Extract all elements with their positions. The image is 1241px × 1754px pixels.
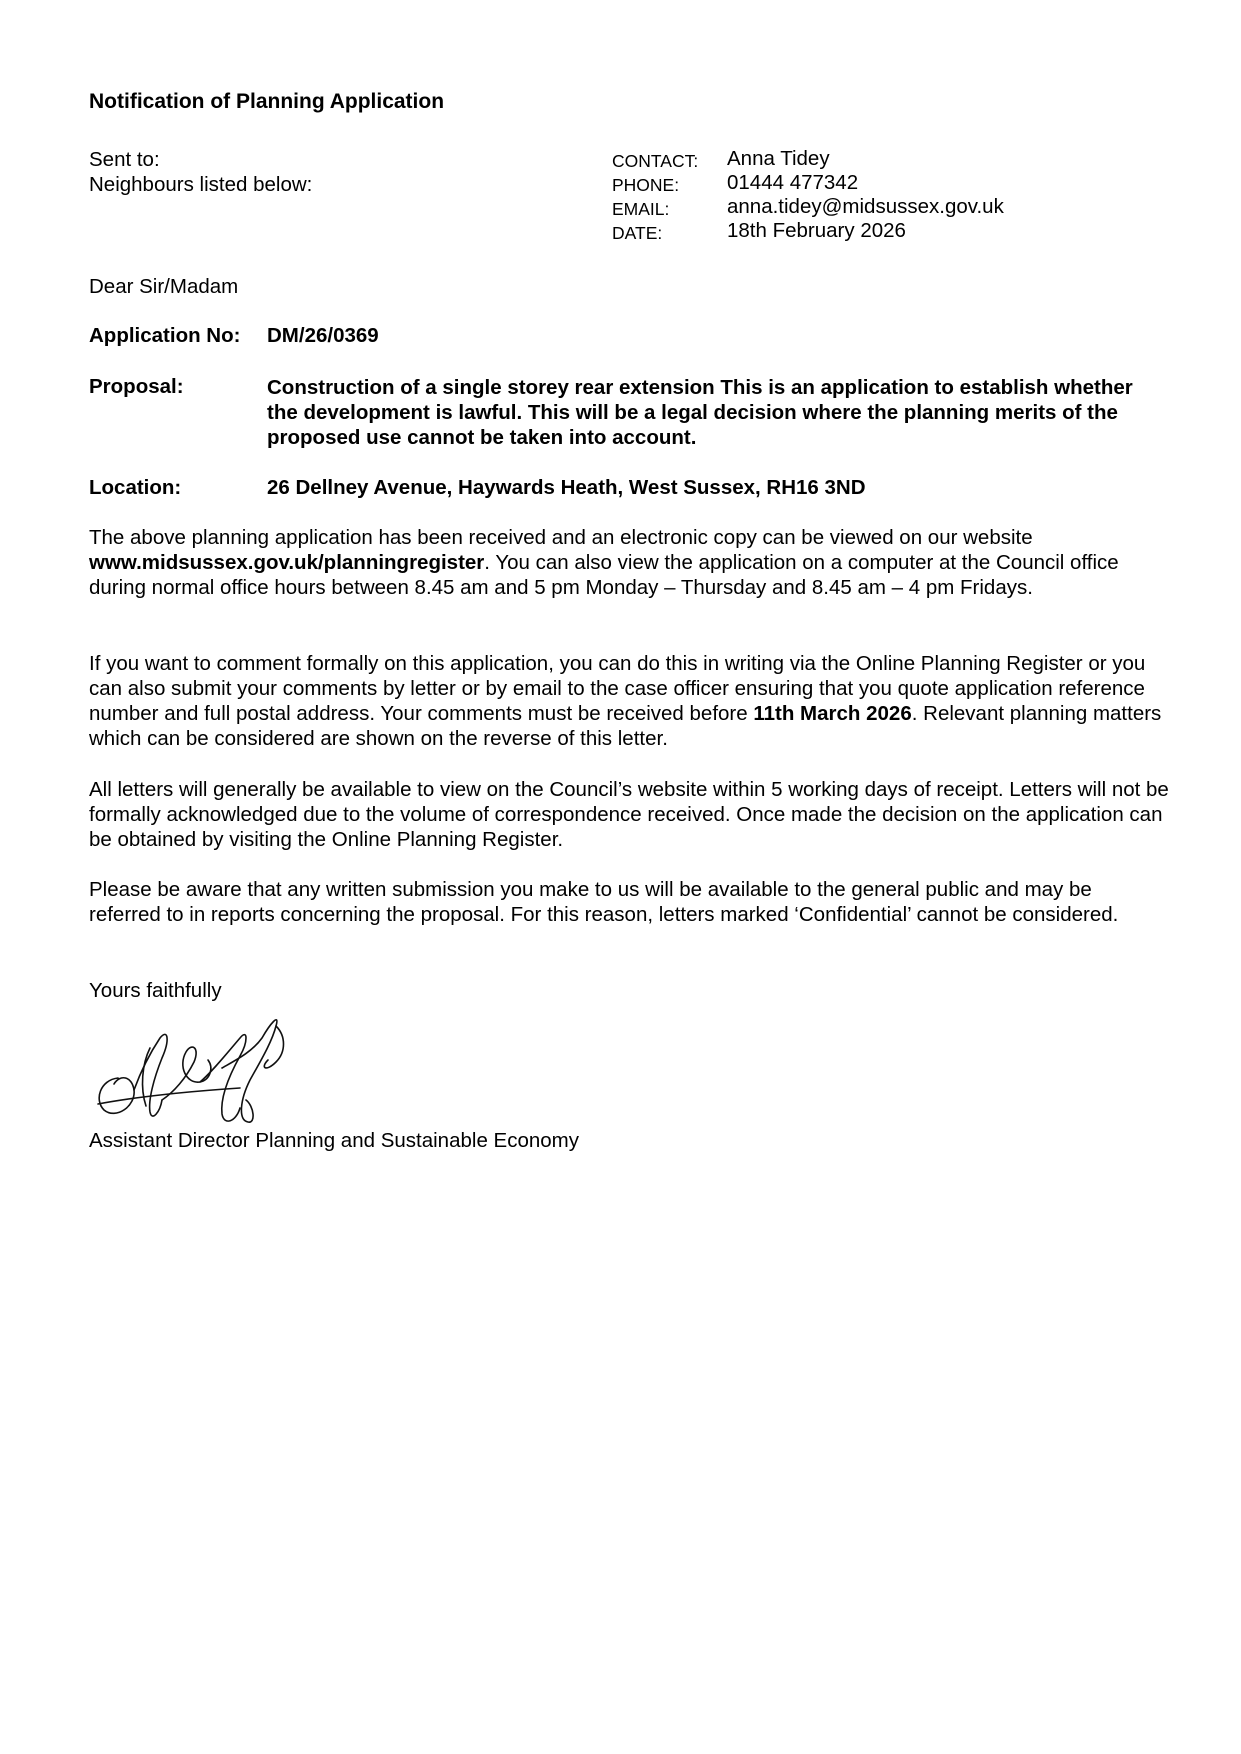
- paragraph-public: Please be aware that any written submission you make to us will be available to the general public and may be referred to in reports concerning the proposal. For this reason, letters marked ‘Confidential’ cannot be considered.: [89, 878, 1119, 926]
- signatory-title: Assistant Director Planning and Sustainable Economy: [89, 1129, 579, 1152]
- comment-deadline: 11th March 2026: [753, 702, 912, 725]
- proposal-text: Construction of a single storey rear extension This is an application to establish whether the development is lawful. This will be a legal decision where the planning merits of the proposed use cannot be taken into account.: [267, 376, 1133, 449]
- email-label: EMAIL:: [612, 199, 670, 219]
- signature-image: [90, 1008, 300, 1128]
- application-no: DM/26/0369: [267, 324, 379, 347]
- email-address: anna.tidey@midsussex.gov.uk: [727, 195, 1004, 218]
- contact-label: CONTACT:: [612, 151, 699, 171]
- paragraph-viewing-text-a: The above planning application has been received and an electronic copy can be viewed on our website: [89, 526, 1033, 549]
- contact-name: Anna Tidey: [727, 147, 830, 170]
- phone-number: 01444 477342: [727, 171, 859, 194]
- proposal-label: Proposal:: [89, 375, 184, 398]
- salutation: Dear Sir/Madam: [89, 275, 239, 298]
- paragraph-comments-text-b: . Relevant planning matters which can be considered are shown on the reverse of this letter.: [89, 702, 1162, 750]
- date-label: DATE:: [612, 223, 663, 243]
- location-text: 26 Dellney Avenue, Haywards Heath, West Sussex, RH16 3ND: [267, 476, 866, 499]
- paragraph-comments-text-a: If you want to comment formally on this application, you can do this in writing via the Online Planning Register or you can also submit your comments by letter or by email to the case officer ensuring that you quote application reference number and full postal address. Your comments must be received before: [89, 652, 1146, 725]
- recipients: Neighbours listed below:: [89, 173, 313, 196]
- paragraph-comments: [89, 651, 1169, 751]
- closing: Yours faithfully: [89, 979, 222, 1002]
- phone-label: PHONE:: [612, 175, 680, 195]
- location-label: Location:: [89, 476, 182, 499]
- paragraph-viewing: [89, 525, 1169, 600]
- planning-register-url: www.midsussex.gov.uk/planningregister: [89, 551, 485, 574]
- application-no-label: Application No:: [89, 324, 241, 347]
- letter-date: 18th February 2026: [727, 219, 906, 242]
- paragraph-availability: All letters will generally be available to view on the Council’s website within 5 working days of receipt. Letters will not be formally acknowledged due to the volume of correspondence received. Once made the decision on the application can be obtained by visiting the Online Planning Register.: [89, 778, 1169, 851]
- letter-heading: Notification of Planning Application: [89, 90, 445, 113]
- sent-to-label: Sent to:: [89, 148, 160, 171]
- paragraph-viewing-text-b: . You can also view the application on a computer at the Council office during normal office hours between 8.45 am and 5 pm Monday – Thursday and 8.45 am – 4 pm Fridays.: [89, 551, 1119, 599]
